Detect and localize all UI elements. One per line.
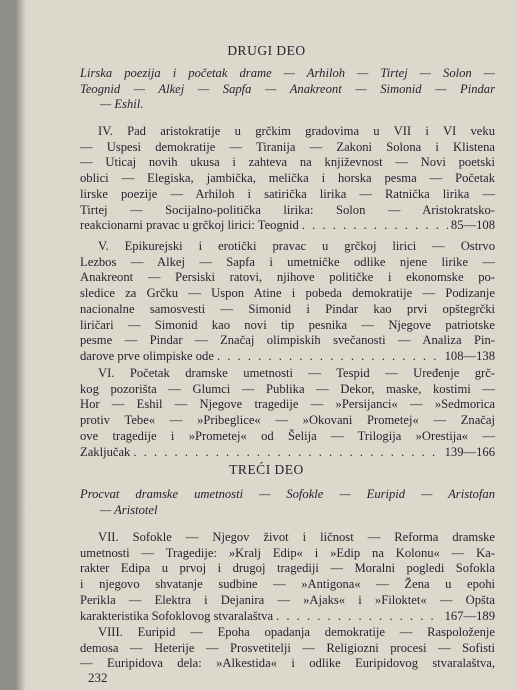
toc-entry-chapter-vi bbox=[80, 366, 495, 460]
entry-line: Perikla — Elektra i Dejanira — »Ajaks« i »Filoktet« — Opšta bbox=[80, 592, 495, 607]
entry-line: lirske poezije — Arhiloh i satirička lirika — Ratnička lirika — bbox=[80, 186, 495, 201]
dot-leader bbox=[133, 445, 441, 461]
entry-last-line bbox=[80, 218, 495, 234]
entry-line: liričari — Simonid kao novi tip pesnika — Njegove patriotske bbox=[80, 317, 495, 332]
toc-entry-chapter-viii bbox=[80, 625, 495, 672]
entry-line: i njegovo shvatanje sudbine — »Antigona« — Žena u epohi bbox=[80, 577, 495, 592]
entry-line: umetnosti — Tragedije: »Kralj Edip« i »Edip na Kolonu« — Ka- bbox=[80, 545, 495, 560]
entry-line: nacionalne samosvesti — Simonid i Pindar kao prvi opštegrčki bbox=[80, 301, 495, 316]
subtitle-line: Lirska poezija i početak drame — Arhiloh — Tirtej — Solon — bbox=[80, 66, 495, 80]
entry-line: IV. Pad aristokratije u grčkim gradovima u VII i VI veku bbox=[98, 124, 495, 138]
entry-line: VII. Sofokle — Njegov život i ličnost — Reforma dramske bbox=[98, 530, 495, 544]
entry-line: pesme — Pindar — Značaj olimpiskih svečanosti — Analiza Pin- bbox=[80, 333, 495, 348]
entry-line: ove tragedije i »Prometej« od Šelija — Trilogija »Orestija« — bbox=[80, 428, 495, 443]
subtitle-line: — Aristotel bbox=[100, 502, 158, 517]
entry-line: V. Epikurejski i erotički pravac u grčkoj lirici — Ostrvo bbox=[98, 239, 495, 253]
entry-line: Zaključak bbox=[80, 444, 131, 459]
page-number: 232 bbox=[88, 670, 108, 685]
entry-line: protiv Tebe« — »Pribeglice« — »Okovani Prometej« — Značaj bbox=[80, 413, 495, 428]
section-heading-treci-deo: TREĆI DEO bbox=[229, 462, 304, 477]
book-page bbox=[16, 0, 517, 690]
entry-line: oblici — Elegiska, jambička, melička i horska pesma — Početak bbox=[80, 171, 495, 186]
subtitle-line: Procvat dramske umetnosti — Sofokle — Euripid — Aristofan bbox=[80, 487, 495, 501]
entry-last-line bbox=[80, 609, 495, 625]
entry-last-line bbox=[80, 445, 495, 461]
entry-line: karakteristika Sofoklovog stvaralaštva bbox=[80, 608, 274, 623]
section-heading-drugi-deo: DRUGI DEO bbox=[227, 43, 306, 58]
entry-line: sledice za Grčku — Uspon Atine i pobeda demokratije — Podizanje bbox=[80, 286, 495, 301]
entry-line: demosa — Heterije — Prosvetitelji — Religiozni procesi — Sofisti bbox=[80, 640, 495, 655]
subtitle-line: Teognid — Alkej — Sapfa — Anakreont — Simonid — Pindar bbox=[80, 81, 495, 96]
toc-entry-chapter-iv bbox=[80, 124, 495, 234]
entry-line: kog pozorišta — Glumci — Publika — Dekor, maske, kostimi — bbox=[80, 381, 495, 396]
entry-line: — Uspesi demokratije — Tiranija — Zakoni Solona i Klistena bbox=[80, 139, 495, 154]
entry-line: darove prve olimpiske ode bbox=[80, 348, 214, 363]
page-range: 167—189 bbox=[444, 608, 495, 623]
entry-line: rakter Edipa u prvoj i drugoj tragediji — Moralni pogledi Sofokla bbox=[80, 561, 495, 576]
dot-leader bbox=[217, 349, 442, 365]
page-range: 85—108 bbox=[450, 218, 495, 233]
entry-last-line bbox=[80, 349, 495, 365]
page-range: 139—166 bbox=[444, 444, 495, 459]
entry-line: Hor — Eshil — Njegove tragedije — »Persijanci« — »Sedmorica bbox=[80, 397, 495, 412]
entry-line: reakcionarni pravac u grčkoj lirici: Teognid bbox=[80, 218, 299, 233]
entry-line: Lezbos — Alkej — Sapfa i umetničke odlike njene lirike — bbox=[80, 254, 495, 269]
entry-line: — Uticaj novih ukusa i zahteva na književnost — Novi poetski bbox=[80, 155, 495, 170]
section-subtitle bbox=[80, 66, 495, 113]
page-gutter-shadow bbox=[16, 0, 26, 690]
subtitle-line: — Eshil. bbox=[100, 97, 144, 112]
dot-leader bbox=[302, 218, 448, 234]
toc-entry-chapter-vii bbox=[80, 530, 495, 624]
entry-line: VI. Početak dramske umetnosti — Tespid — Uređenje grč- bbox=[98, 366, 495, 380]
page-range: 108—138 bbox=[444, 348, 495, 363]
section-subtitle bbox=[80, 487, 495, 518]
entry-line: Tirtej — Socijalno-politička lirika: Solon — Aristokratsko- bbox=[80, 202, 495, 217]
dot-leader bbox=[276, 609, 442, 625]
toc-entry-chapter-v bbox=[80, 239, 495, 365]
entry-line: VIII. Euripid — Epoha opadanja demokratije — Raspoloženje bbox=[98, 625, 495, 639]
entry-line: — Euripidova dela: »Alkestida« i odlike Euripidovog stvaralaštva, bbox=[80, 656, 495, 671]
entry-line: Anakreont — Persiski ratovi, njihove političke i ekonomske po- bbox=[80, 270, 495, 285]
